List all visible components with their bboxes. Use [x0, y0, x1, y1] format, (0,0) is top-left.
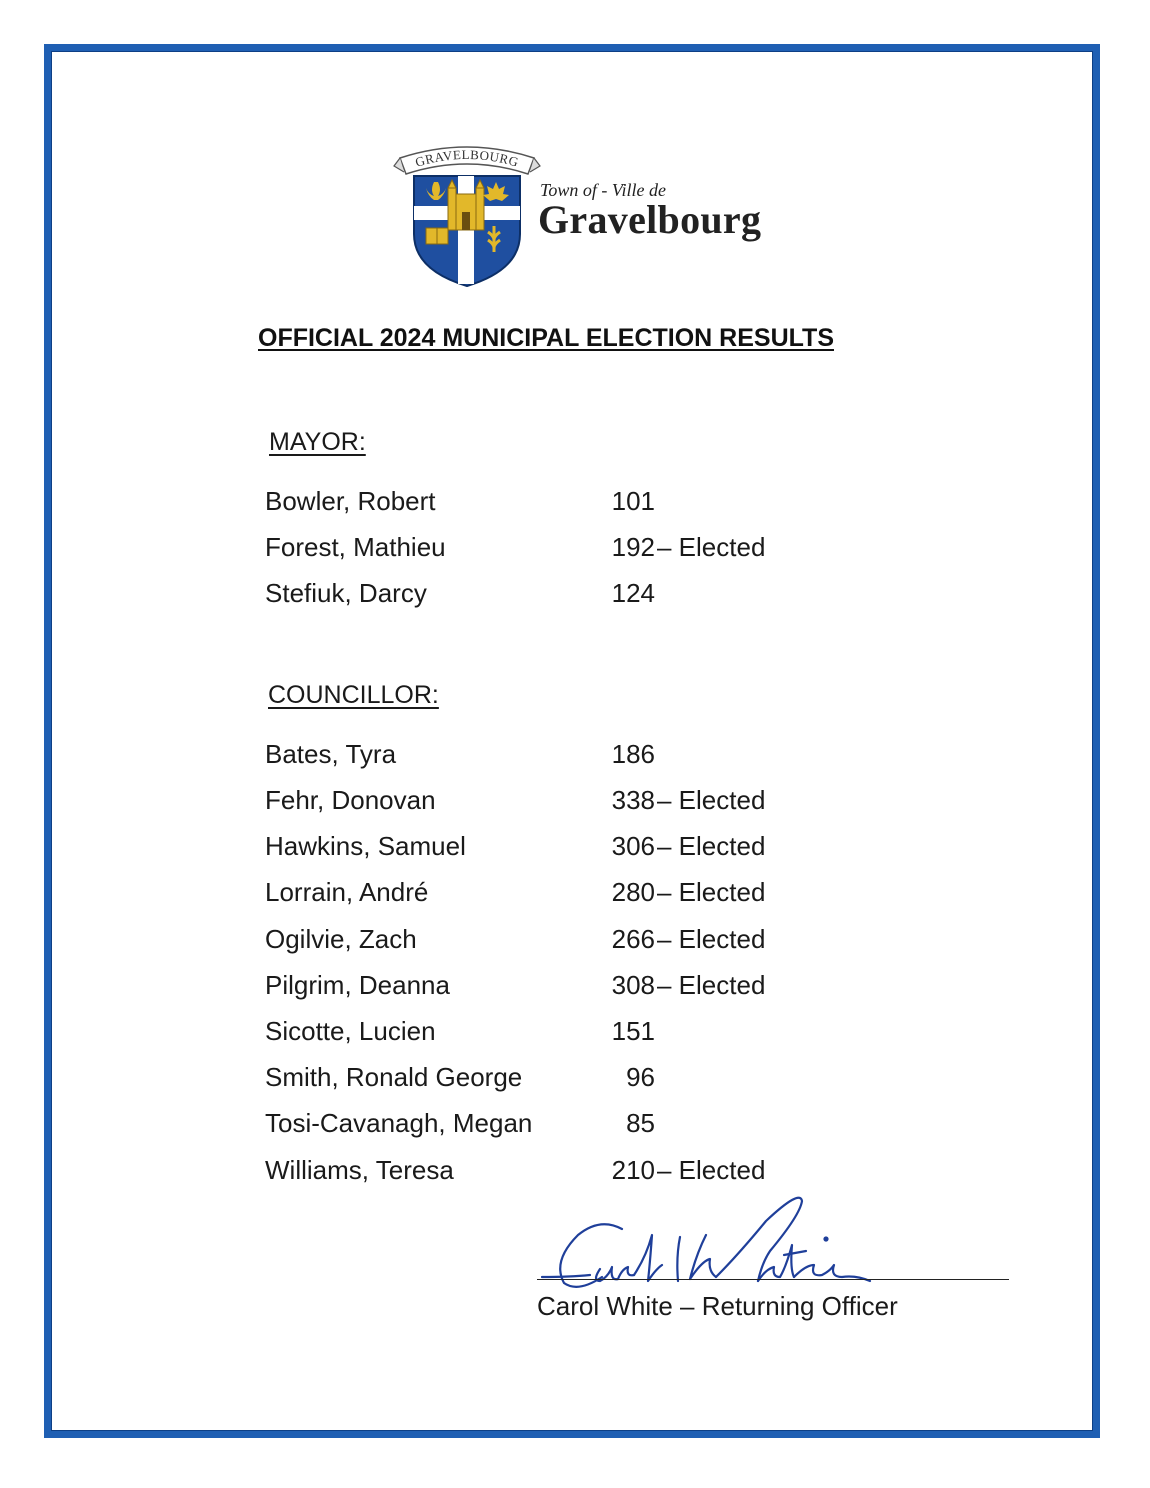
candidate-name: Bates, Tyra [265, 739, 397, 769]
candidate-votes: 266 [611, 924, 655, 954]
logo-banner-text: GRAVELBOURG [413, 146, 521, 170]
candidate-status: – Elected [657, 1155, 766, 1185]
logo-town-line: Town of - Ville de [540, 180, 666, 200]
candidate-name: Forest, Mathieu [265, 532, 446, 562]
candidate-votes: 306 [611, 831, 655, 861]
councillor-result-row [265, 1108, 865, 1142]
candidate-votes: 124 [611, 578, 655, 608]
councillor-result-row [265, 970, 865, 1004]
logo-town-name: Gravelbourg [538, 197, 762, 242]
councillor-result-row [265, 831, 865, 865]
candidate-name: Sicotte, Lucien [265, 1016, 436, 1046]
candidate-name: Ogilvie, Zach [265, 924, 417, 954]
candidate-votes: 101 [611, 486, 655, 516]
candidate-votes: 338 [611, 785, 655, 815]
candidate-name: Pilgrim, Deanna [265, 970, 450, 1000]
candidate-votes: 151 [611, 1016, 655, 1046]
candidate-name: Bowler, Robert [265, 486, 436, 516]
candidate-status: – Elected [657, 785, 766, 815]
candidate-votes: 210 [611, 1155, 655, 1185]
town-logo [392, 142, 772, 292]
councillor-result-row [265, 877, 865, 911]
candidate-name: Tosi-Cavanagh, Megan [265, 1108, 533, 1138]
candidate-votes: 308 [611, 970, 655, 1000]
mayor-result-row [265, 578, 865, 612]
candidate-name: Hawkins, Samuel [265, 831, 466, 861]
candidate-name: Williams, Teresa [265, 1155, 454, 1185]
mayor-result-row [265, 532, 865, 566]
councillor-result-row [265, 785, 865, 819]
mayor-result-row [265, 486, 865, 520]
councillor-result-row [265, 924, 865, 958]
councillor-result-row [265, 739, 865, 773]
councillor-heading: COUNCILLOR: [268, 681, 439, 709]
candidate-status: – Elected [657, 970, 766, 1000]
signature-line [537, 1279, 1009, 1280]
candidate-name: Fehr, Donovan [265, 785, 436, 815]
councillor-result-row [265, 1062, 865, 1096]
document-title: OFFICIAL 2024 MUNICIPAL ELECTION RESULTS [258, 324, 834, 352]
candidate-status: – Elected [657, 877, 766, 907]
candidate-status: – Elected [657, 532, 766, 562]
candidate-votes: 186 [611, 739, 655, 769]
candidate-votes: 96 [626, 1062, 655, 1092]
councillor-result-row [265, 1016, 865, 1050]
candidate-name: Stefiuk, Darcy [265, 578, 427, 608]
candidate-status: – Elected [657, 831, 766, 861]
candidate-status: – Elected [657, 924, 766, 954]
coat-of-arms-icon [392, 142, 542, 288]
candidate-name: Lorrain, André [265, 877, 429, 907]
candidate-votes: 192 [611, 532, 655, 562]
candidate-votes: 280 [611, 877, 655, 907]
candidate-votes: 85 [626, 1108, 655, 1138]
candidate-name: Smith, Ronald George [265, 1062, 523, 1092]
councillor-result-row [265, 1155, 865, 1189]
mayor-heading: MAYOR: [269, 428, 366, 456]
signatory-name: Carol White – Returning Officer [537, 1291, 898, 1321]
